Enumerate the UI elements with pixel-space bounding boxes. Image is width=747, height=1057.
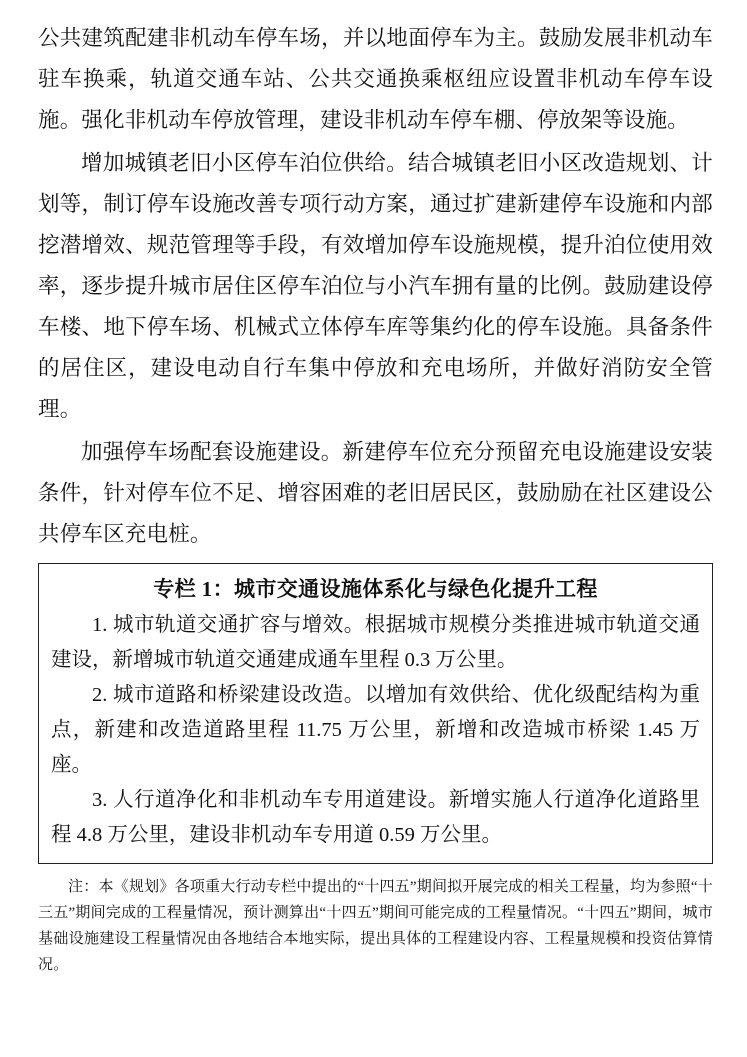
footnote [38, 874, 713, 978]
highlight-box-item-1: 1. 城市轨道交通扩容与增效。根据城市规模分类推进城市轨道交通建设，新增城市轨道交通建成通车里程 0.3 万公里。 [51, 614, 700, 671]
highlight-box-item-2: 2. 城市道路和桥梁建设改造。以增加有效供给、优化级配结构为重点，新建和改造道路里程 11.75 万公里，新增和改造城市桥梁 1.45 万座。 [51, 684, 700, 776]
paragraph-3: 加强停车场配套设施建设。新建停车位充分预留充电设施建设安装条件，针对停车位不足、增容困难的老旧居民区，鼓励励在社区建设公共停车区充电桩。 [38, 440, 713, 546]
highlight-box [38, 563, 713, 864]
paragraph-2: 增加城镇老旧小区停车泊位供给。结合城镇老旧小区改造规划、计划等，制订停车设施改善专项行动方案，通过扩建新建停车设施和内部挖潜增效、规范管理等手段，有效增加停车设施规模，提升泊位使用效率，逐步提升城市居住区停车泊位与小汽车拥有量的比例。鼓励建设停车楼、地下停车场、机械式立体停车库等集约化的停车设施。具备条件的居住区，建设电动自行车集中停放和充电场所，并做好消防安全管理。 [38, 151, 713, 421]
footnote-text: 注：本《规划》各项重大行动专栏中提出的“十四五”期间拟开展完成的相关工程量，均为参照“十三五”期间完成的工程量情况，预计测算出“十四五”期间可能完成的工程量情况。“十四五”期间，城市基础设施建设工程量情况由各地结合本地实际，提出具体的工程建设内容、工程量规模和投资估算情况。 [38, 879, 713, 973]
highlight-box-title: 专栏 1：城市交通设施体系化与绿色化提升工程 [153, 577, 598, 601]
highlight-box-item-3: 3. 人行道净化和非机动车专用道建设。新增实施人行道净化道路里程 4.8 万公里，建设非机动车专用道 0.59 万公里。 [51, 789, 700, 846]
paragraph-1: 公共建筑配建非机动车停车场，并以地面停车为主。鼓励发展非机动车驻车换乘，轨道交通车站、公共交通换乘枢纽应设置非机动车停车设施。强化非机动车停放管理，建设非机动车停车棚、停放架等设施。 [38, 26, 713, 132]
